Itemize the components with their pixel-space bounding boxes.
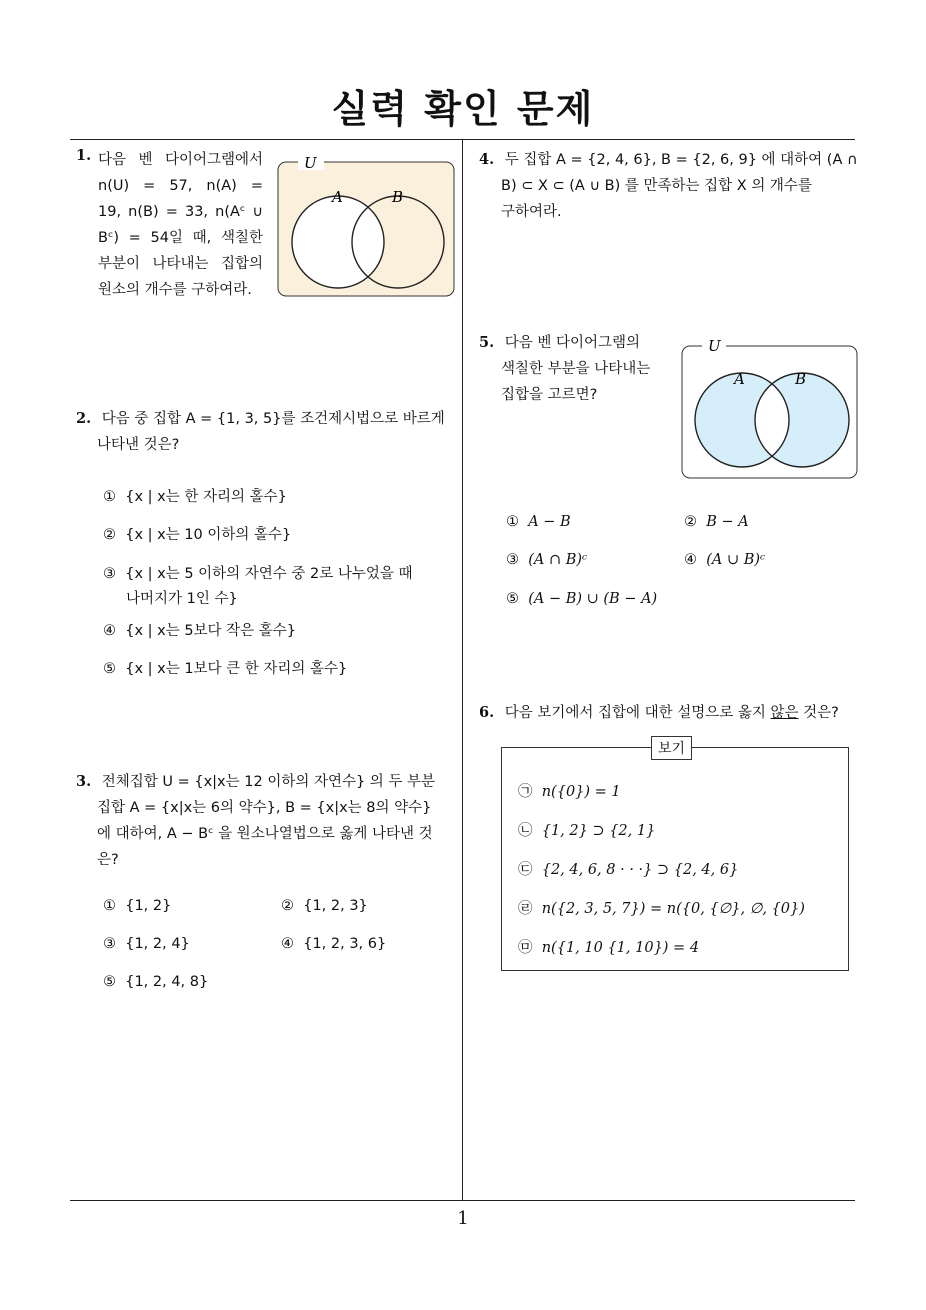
bottom-rule	[70, 1200, 855, 1201]
q5-option-2[interactable]	[684, 514, 749, 530]
item-mark: ㉣	[518, 901, 533, 917]
option-mark: ⑤	[103, 974, 116, 990]
question-1	[76, 147, 91, 164]
set-a-label: A	[332, 188, 343, 206]
q5-line-2: 색칠한 부분을 나타내는	[501, 361, 651, 377]
q4-line: 두 집합 A = {2, 4, 6}, B = {2, 6, 9} 에 대하여 (A ∩	[504, 152, 858, 168]
question-number: 3.	[76, 773, 92, 790]
option-mark: ⑤	[103, 661, 116, 677]
option-text: A − B	[528, 514, 571, 530]
question-number: 2.	[76, 410, 92, 427]
q5-line: 다음 벤 다이어그램의	[504, 335, 641, 351]
q1-line: 원소의 개수를 구하여라.	[98, 282, 252, 298]
bogi-box-label: 보기	[651, 736, 692, 760]
q2-option-4[interactable]	[103, 619, 296, 640]
question-2	[76, 406, 456, 432]
q1-line: 19, n(B) = 33, n(Aᶜ ∪	[98, 204, 263, 220]
q3-option-3[interactable]	[103, 936, 190, 952]
q6-item-3	[518, 858, 738, 879]
q2-option-2[interactable]	[103, 523, 291, 544]
item-mark: ㉢	[518, 862, 533, 878]
option-text: B − A	[706, 514, 749, 530]
q3-line-2: 집합 A = {x|x는 6의 약수}, B = {x|x는 8의 약수}	[97, 800, 432, 816]
page-title: 실력 확인 문제	[331, 87, 595, 131]
q5-venn-diagram	[680, 336, 860, 480]
q5-option-1[interactable]	[506, 514, 571, 530]
set-a-circle	[292, 196, 384, 288]
option-text: {1, 2, 4}	[125, 936, 190, 952]
q6-item-1	[518, 780, 621, 801]
q2-line: 다음 중 집합 A = {1, 3, 5}를 조건제시법으로 바르게	[101, 411, 445, 427]
option-text: {x | x는 10 이하의 홀수}	[125, 527, 292, 543]
q3-line: 전체집합 U = {x|x는 12 이하의 자연수} 의 두 부분	[101, 774, 436, 790]
option-text: (A ∩ B)ᶜ	[528, 552, 588, 568]
option-text: {x | x는 5 이하의 자연수 중 2로 나누었을 때	[125, 566, 413, 582]
q5-line-3: 집합을 고르면?	[501, 387, 598, 403]
universe-label: U	[304, 154, 317, 172]
q3-option-2[interactable]	[281, 898, 368, 914]
question-1-text	[98, 147, 263, 303]
option-text: {x | x는 한 자리의 홀수}	[125, 489, 287, 505]
item-mark: ㉡	[518, 823, 533, 839]
q6-item-4	[518, 897, 805, 918]
option-mark: ④	[103, 623, 116, 639]
option-mark: ④	[281, 936, 294, 952]
option-text: {x | x는 1보다 큰 한 자리의 홀수}	[125, 661, 348, 677]
q6-stem-underlined: 않은	[770, 705, 799, 721]
option-mark: ④	[684, 552, 697, 568]
q3-line-3: 에 대하여, A − Bᶜ 을 원소나열법으로 옳게 나타낸 것	[97, 826, 433, 842]
item-text: n({2, 3, 5, 7}) = n({0, {∅}, ∅, {0})	[541, 901, 805, 917]
q5-option-3[interactable]	[506, 552, 587, 568]
question-6	[479, 700, 864, 726]
question-4	[479, 147, 859, 173]
option-text: {1, 2, 3}	[303, 898, 368, 914]
q6-stem-after: 것은?	[798, 705, 839, 721]
option-mark: ②	[103, 527, 116, 543]
option-mark: ③	[103, 566, 116, 582]
option-text: {1, 2}	[125, 898, 172, 914]
q3-option-4[interactable]	[281, 936, 386, 952]
option-mark: ①	[506, 514, 519, 530]
q1-line: Bᶜ) = 54일 때, 색칠한	[98, 230, 263, 246]
q2-option-5[interactable]	[103, 657, 347, 678]
q1-venn-diagram	[276, 152, 458, 300]
set-b-label: B	[392, 188, 404, 206]
q1-line: 부분이 나타내는 집합의	[98, 256, 263, 272]
q2-line-2: 나타낸 것은?	[97, 437, 180, 453]
q5-option-4[interactable]	[684, 552, 765, 568]
page-number: 1	[457, 1208, 469, 1229]
q3-line-4: 은?	[97, 852, 119, 868]
option-mark: ⑤	[506, 591, 519, 607]
universe-label: U	[708, 337, 721, 355]
q2-option-3[interactable]	[103, 562, 413, 583]
set-a-label: A	[734, 370, 745, 388]
question-number: 6.	[479, 704, 495, 721]
set-b-label: B	[795, 370, 807, 388]
column-divider	[462, 139, 463, 1201]
q2-option-3-cont: 나머지가 1인 수}	[126, 591, 238, 607]
question-number: 5.	[479, 334, 495, 351]
item-mark: ㉤	[518, 940, 533, 956]
q4-line-3: 구하여라.	[501, 204, 562, 220]
q5-option-5[interactable]	[506, 591, 657, 607]
q4-line-2: B) ⊂ X ⊂ (A ∪ B) 를 만족하는 집합 X 의 개수를	[501, 178, 812, 194]
question-5	[479, 330, 669, 356]
item-text: {1, 2} ⊃ {2, 1}	[541, 823, 656, 839]
item-text: n({1, 10 {1, 10}) = 4	[541, 940, 700, 956]
option-text: {1, 2, 3, 6}	[303, 936, 387, 952]
q2-option-1[interactable]	[103, 485, 287, 506]
item-mark: ㉠	[518, 784, 533, 800]
q1-line: n(U) = 57, n(A) =	[98, 178, 263, 194]
q3-option-1[interactable]	[103, 898, 171, 914]
option-text: (A − B) ∪ (B − A)	[528, 591, 658, 607]
question-number: 1.	[76, 147, 92, 164]
question-3	[76, 769, 456, 795]
option-text: {x | x는 5보다 작은 홀수}	[125, 623, 297, 639]
option-text: (A ∪ B)ᶜ	[706, 552, 766, 568]
option-mark: ③	[506, 552, 519, 568]
q1-line: 다음 벤 다이어그램에서	[98, 152, 263, 168]
option-mark: ①	[103, 489, 116, 505]
q6-stem-before: 다음 보기에서 집합에 대한 설명으로 옳지	[504, 705, 771, 721]
q3-option-5[interactable]	[103, 974, 208, 990]
option-mark: ③	[103, 936, 116, 952]
question-number: 4.	[479, 151, 495, 168]
item-text: n({0}) = 1	[541, 784, 621, 800]
option-mark: ②	[684, 514, 697, 530]
option-mark: ②	[281, 898, 294, 914]
q6-item-2	[518, 819, 655, 840]
q6-item-5	[518, 936, 699, 957]
option-mark: ①	[103, 898, 116, 914]
option-text: {1, 2, 4, 8}	[125, 974, 209, 990]
item-text: {2, 4, 6, 8 · · ·} ⊃ {2, 4, 6}	[541, 862, 739, 878]
